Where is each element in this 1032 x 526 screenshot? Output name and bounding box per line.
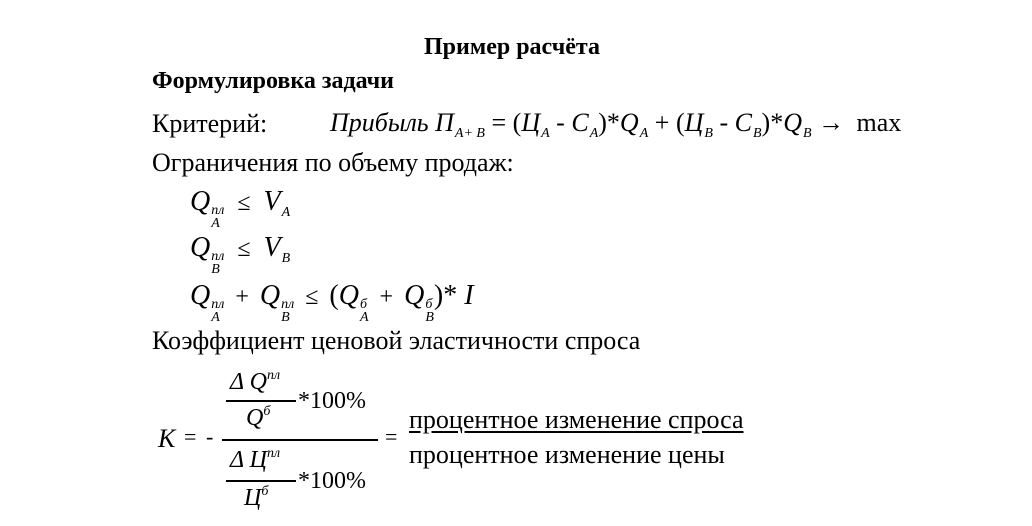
equals-sign: = <box>184 424 197 449</box>
sub-a: A <box>589 126 599 141</box>
q-symbol: Q <box>259 280 281 311</box>
sub-a: A <box>281 205 291 220</box>
sub-a: A <box>639 126 649 141</box>
den-times100: *100% <box>298 468 366 494</box>
sub-b: B <box>704 126 713 141</box>
profit-symbol: П <box>435 108 454 137</box>
q-scripts <box>425 298 434 324</box>
price-symbol: Ц <box>521 108 541 137</box>
q-symbol: Q <box>246 405 264 431</box>
num-q-base <box>246 404 270 432</box>
q-symbol: Q <box>404 280 425 311</box>
sup-pl: пл <box>211 249 225 264</box>
sup-base: б <box>359 297 368 312</box>
q-scripts <box>211 298 224 324</box>
q-symbol: Q <box>249 369 267 395</box>
arrow-icon: → <box>818 108 845 137</box>
sub-a: A <box>211 310 220 325</box>
profit-word: Прибыль <box>330 108 429 137</box>
minus-sign: - <box>556 108 565 137</box>
q-scripts <box>360 298 369 324</box>
sup-pl: пл <box>267 446 281 461</box>
minus-sign: - <box>719 108 729 137</box>
criterion-label: Критерий: <box>152 109 268 138</box>
q-symbol: Q <box>338 280 359 311</box>
sup-base: б <box>425 297 433 312</box>
sub-b: B <box>281 251 291 266</box>
minus-sign: - <box>206 424 214 449</box>
cost-symbol: С <box>571 108 589 137</box>
sub-a: A <box>359 310 369 325</box>
criterion-formula <box>330 108 901 142</box>
q-scripts <box>281 298 294 324</box>
inner-fraction-line-bottom <box>226 480 296 482</box>
q-symbol: Q <box>190 280 211 311</box>
sup-pl: пл <box>267 368 281 383</box>
i-symbol: I <box>464 280 474 311</box>
sup-base: б <box>263 404 271 419</box>
sub-b: B <box>425 310 434 325</box>
elasticity-heading: Коэффициент ценовой эластичности спроса <box>152 326 641 355</box>
paren-close-mult: )* <box>761 108 784 137</box>
plus-sign: + <box>235 284 249 310</box>
v-symbol: V <box>263 186 281 217</box>
paren-open: ( <box>675 108 685 137</box>
cost-symbol: С <box>734 108 752 137</box>
page-title: Пример расчёта <box>424 34 600 60</box>
quantity-symbol: Q <box>783 108 802 137</box>
inner-fraction-line-top <box>226 400 296 402</box>
leq-sign: ≤ <box>237 190 251 216</box>
paren-open: ( <box>512 108 522 137</box>
num-times100: *100% <box>298 388 366 414</box>
paren-close-mult: )* <box>598 108 620 137</box>
sub-a: A <box>541 126 550 141</box>
price-symbol: Ц <box>684 108 704 137</box>
ratio-denominator-text: процентное изменение цены <box>409 440 725 469</box>
sup-pl: пл <box>281 297 295 312</box>
constraint-a <box>190 186 290 230</box>
sub-b: B <box>211 262 220 277</box>
leq-sign: ≤ <box>237 236 251 262</box>
sup-pl: пл <box>211 203 225 218</box>
q-scripts <box>211 204 224 230</box>
sub-a: A <box>211 216 220 231</box>
leq-sign: ≤ <box>305 284 319 310</box>
q-symbol: Q <box>190 232 211 263</box>
plus-sign: + <box>654 108 670 137</box>
den-delta-ts <box>230 446 280 474</box>
q-scripts <box>211 250 224 276</box>
q-symbol: Q <box>190 186 211 217</box>
max-word: max <box>856 108 902 137</box>
k-symbol: K <box>158 424 176 453</box>
main-fraction-line <box>222 439 378 441</box>
quantity-symbol: Q <box>619 108 639 137</box>
sub-b: B <box>802 126 812 141</box>
v-symbol: V <box>263 232 281 263</box>
price-symbol: Ц <box>249 447 267 473</box>
delta-symbol: Δ <box>230 447 244 473</box>
constraint-b <box>190 232 290 276</box>
sup-base: б <box>261 484 269 499</box>
sub-b: B <box>752 126 762 141</box>
plus-sign: + <box>379 284 394 310</box>
delta-symbol: Δ <box>230 369 244 395</box>
ratio-numerator-text: процентное изменение спроса <box>409 405 744 434</box>
profit-subscript: A+ B <box>454 126 485 141</box>
paren-close-mult: )* <box>433 280 458 311</box>
den-ts-base <box>244 484 268 512</box>
equals-sign: = <box>491 108 507 137</box>
section-subtitle: Формулировка задачи <box>152 68 395 94</box>
equals-sign-2: = <box>385 424 398 449</box>
num-delta-q <box>230 368 280 396</box>
sup-pl: пл <box>211 297 225 312</box>
constraints-heading: Ограничения по объему продаж: <box>152 148 514 177</box>
paren-open: ( <box>329 280 339 311</box>
constraint-total <box>190 280 474 324</box>
price-symbol: Ц <box>244 485 262 511</box>
sub-b: B <box>281 310 290 325</box>
